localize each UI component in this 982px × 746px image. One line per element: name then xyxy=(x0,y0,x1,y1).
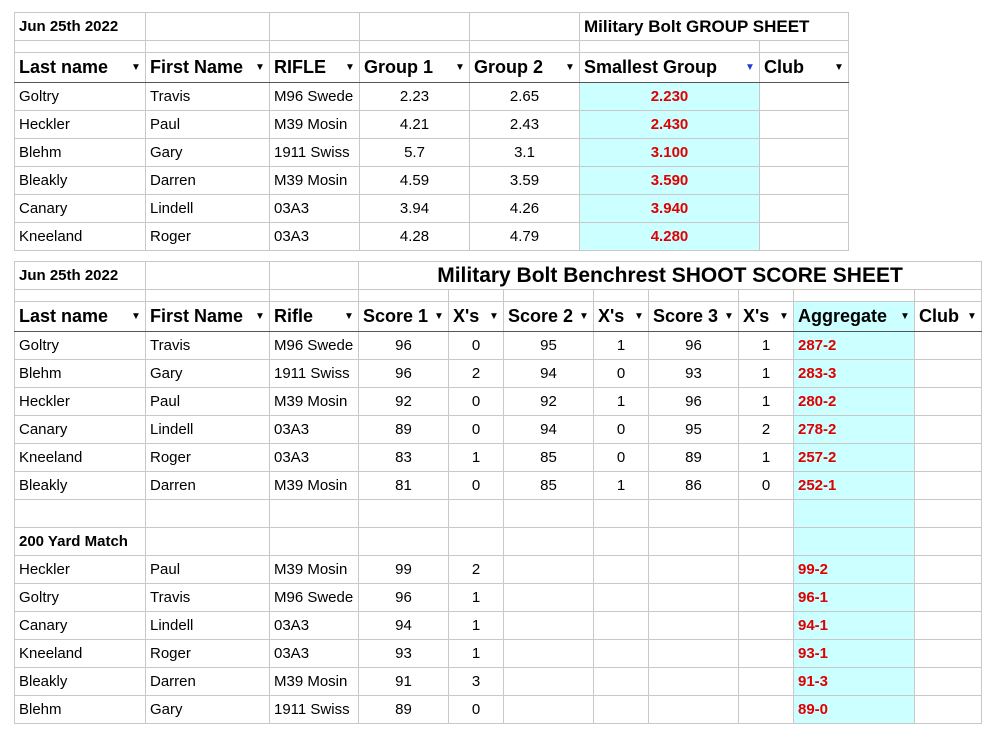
table-cell xyxy=(794,528,915,556)
table-cell: 91 xyxy=(359,668,449,696)
table-cell: Paul xyxy=(146,556,270,584)
table-cell: Kneeland xyxy=(15,444,146,472)
column-header-content xyxy=(598,306,644,327)
table-row xyxy=(15,668,982,696)
table-row xyxy=(15,83,849,111)
table-cell xyxy=(359,500,449,528)
table-row xyxy=(15,444,982,472)
blank-row xyxy=(15,500,982,528)
score-sheet-date: Jun 25th 2022 xyxy=(15,262,146,290)
table-cell: 4.79 xyxy=(470,223,580,251)
table-cell: 3.590 xyxy=(580,167,760,195)
column-header xyxy=(470,53,580,83)
table-cell: Travis xyxy=(146,83,270,111)
table-cell xyxy=(739,528,794,556)
table-cell: 2 xyxy=(449,556,504,584)
table-cell: 3.1 xyxy=(470,139,580,167)
table-row xyxy=(15,696,982,724)
table-cell: 92 xyxy=(504,388,594,416)
table-cell: 0 xyxy=(594,360,649,388)
table-cell: 81 xyxy=(359,472,449,500)
table-cell xyxy=(504,668,594,696)
column-header-label: Score 3 xyxy=(653,306,719,326)
table-cell: 85 xyxy=(504,444,594,472)
table-cell: 1 xyxy=(449,612,504,640)
table-cell: Blehm xyxy=(15,696,146,724)
column-header-content xyxy=(364,57,465,78)
table-cell xyxy=(649,556,739,584)
table-cell: 1 xyxy=(449,444,504,472)
table-cell: 99-2 xyxy=(794,556,915,584)
table-cell: Kneeland xyxy=(15,640,146,668)
table-cell: 1911 Swiss xyxy=(270,360,359,388)
column-header-label: Club xyxy=(764,57,804,77)
table-cell: 96-1 xyxy=(794,584,915,612)
table-row xyxy=(15,556,982,584)
column-header-content xyxy=(474,57,575,78)
table-cell: 85 xyxy=(504,472,594,500)
table-cell: 3 xyxy=(449,668,504,696)
table-cell: Goltry xyxy=(15,332,146,360)
table-row xyxy=(15,584,982,612)
table-cell: 1911 Swiss xyxy=(270,696,359,724)
table-cell xyxy=(739,556,794,584)
filter-dropdown-icon[interactable]: ▼ xyxy=(745,62,755,73)
column-header-content xyxy=(919,306,977,327)
column-header-content xyxy=(764,57,844,78)
group-sheet-title: Military Bolt GROUP SHEET xyxy=(580,13,849,41)
column-header-content xyxy=(653,306,734,327)
table-cell xyxy=(649,500,739,528)
column-header-content xyxy=(150,57,265,78)
table-cell xyxy=(649,640,739,668)
column-header-label: Score 1 xyxy=(363,306,429,326)
table-cell xyxy=(915,668,982,696)
column-header-content xyxy=(798,306,910,327)
table-cell: 1 xyxy=(739,332,794,360)
filter-dropdown-icon[interactable]: ▼ xyxy=(131,62,141,73)
column-header xyxy=(360,53,470,83)
filter-dropdown-icon[interactable]: ▼ xyxy=(255,62,265,73)
table-cell: Travis xyxy=(146,584,270,612)
score-sheet-header-row xyxy=(15,302,982,332)
group-sheet-date: Jun 25th 2022 xyxy=(15,13,146,41)
table-cell: 5.7 xyxy=(360,139,470,167)
table-cell xyxy=(739,584,794,612)
column-header-label: Last name xyxy=(19,57,109,77)
table-cell: 89-0 xyxy=(794,696,915,724)
table-cell xyxy=(760,167,849,195)
filter-dropdown-icon[interactable]: ▼ xyxy=(345,62,355,73)
table-row xyxy=(15,416,982,444)
table-cell: 0 xyxy=(449,388,504,416)
column-header xyxy=(504,302,594,332)
table-cell: 91-3 xyxy=(794,668,915,696)
table-cell: Kneeland xyxy=(15,223,146,251)
table-cell: Roger xyxy=(146,223,270,251)
table-cell: 2.65 xyxy=(470,83,580,111)
column-header-label: X's xyxy=(453,306,480,326)
table-cell xyxy=(915,332,982,360)
table-cell xyxy=(915,696,982,724)
table-cell: Lindell xyxy=(146,195,270,223)
table-cell: 95 xyxy=(504,332,594,360)
table-cell: Roger xyxy=(146,640,270,668)
table-cell: M96 Swede xyxy=(270,83,360,111)
table-cell: 278-2 xyxy=(794,416,915,444)
column-header-label: Group 2 xyxy=(474,57,544,77)
table-cell: M39 Mosin xyxy=(270,388,359,416)
table-cell xyxy=(739,696,794,724)
table-cell xyxy=(594,584,649,612)
table-row xyxy=(15,223,849,251)
table-cell: 4.21 xyxy=(360,111,470,139)
table-cell: 96 xyxy=(649,388,739,416)
filter-dropdown-icon[interactable]: ▼ xyxy=(131,311,141,322)
table-cell: 93-1 xyxy=(794,640,915,668)
table-cell: 2 xyxy=(739,416,794,444)
table-cell: Goltry xyxy=(15,83,146,111)
filter-dropdown-icon[interactable]: ▼ xyxy=(724,311,734,322)
table-cell xyxy=(594,668,649,696)
table-cell: Bleakly xyxy=(15,668,146,696)
column-header-label: Club xyxy=(919,306,959,326)
table-cell xyxy=(594,528,649,556)
table-row xyxy=(15,111,849,139)
column-header xyxy=(146,302,270,332)
table-row xyxy=(15,167,849,195)
table-cell: Paul xyxy=(146,111,270,139)
table-cell: Gary xyxy=(146,360,270,388)
column-header-label: First Name xyxy=(150,306,244,326)
table-cell: Gary xyxy=(146,696,270,724)
table-cell: 96 xyxy=(649,332,739,360)
table-cell: 3.94 xyxy=(360,195,470,223)
table-cell xyxy=(915,640,982,668)
table-cell: 4.280 xyxy=(580,223,760,251)
table-cell: 94 xyxy=(504,360,594,388)
filter-dropdown-icon[interactable]: ▼ xyxy=(834,62,844,73)
table-cell xyxy=(504,584,594,612)
table-cell: 1911 Swiss xyxy=(270,139,360,167)
table-cell: Canary xyxy=(15,195,146,223)
column-header-label: Score 2 xyxy=(508,306,574,326)
column-header xyxy=(15,53,146,83)
filter-dropdown-icon[interactable]: ▼ xyxy=(565,62,575,73)
table-cell: 2 xyxy=(449,360,504,388)
column-header xyxy=(449,302,504,332)
table-cell: 1 xyxy=(739,360,794,388)
table-cell xyxy=(449,528,504,556)
table-cell: 83 xyxy=(359,444,449,472)
column-header xyxy=(270,302,359,332)
column-header-content xyxy=(19,57,141,78)
table-cell: 1 xyxy=(594,472,649,500)
table-cell: 0 xyxy=(449,696,504,724)
table-cell xyxy=(915,444,982,472)
table-cell xyxy=(760,83,849,111)
table-cell: 99 xyxy=(359,556,449,584)
score-sheet-table xyxy=(14,261,982,724)
table-cell: Blehm xyxy=(15,360,146,388)
table-cell xyxy=(760,111,849,139)
table-cell: 252-1 xyxy=(794,472,915,500)
table-cell xyxy=(504,612,594,640)
table-cell: 4.26 xyxy=(470,195,580,223)
table-cell xyxy=(739,640,794,668)
table-cell xyxy=(594,612,649,640)
table-cell xyxy=(504,528,594,556)
match-200-label-row xyxy=(15,528,982,556)
table-cell: M96 Swede xyxy=(270,584,359,612)
table-cell: 1 xyxy=(594,332,649,360)
column-header-content xyxy=(743,306,789,327)
filter-dropdown-icon[interactable]: ▼ xyxy=(489,311,499,322)
column-header-content xyxy=(150,306,265,327)
table-cell: 89 xyxy=(359,696,449,724)
table-cell: M39 Mosin xyxy=(270,556,359,584)
filter-dropdown-icon[interactable]: ▼ xyxy=(255,311,265,322)
table-cell: 93 xyxy=(359,640,449,668)
column-header xyxy=(359,302,449,332)
table-cell xyxy=(915,388,982,416)
table-row xyxy=(15,139,849,167)
filter-dropdown-icon[interactable]: ▼ xyxy=(967,311,977,322)
table-cell: 96 xyxy=(359,360,449,388)
table-cell: 0 xyxy=(449,332,504,360)
table-cell xyxy=(649,528,739,556)
table-cell: Darren xyxy=(146,472,270,500)
column-header xyxy=(594,302,649,332)
column-header-content xyxy=(274,57,355,78)
table-cell: 3.940 xyxy=(580,195,760,223)
table-cell: 1 xyxy=(739,388,794,416)
table-cell: 92 xyxy=(359,388,449,416)
table-cell: M96 Swede xyxy=(270,332,359,360)
table-row xyxy=(15,332,982,360)
table-cell xyxy=(270,500,359,528)
table-cell: 0 xyxy=(449,472,504,500)
table-cell: 2.23 xyxy=(360,83,470,111)
column-header xyxy=(146,53,270,83)
table-cell xyxy=(915,360,982,388)
column-header xyxy=(915,302,982,332)
table-cell xyxy=(739,668,794,696)
table-cell: 03A3 xyxy=(270,195,360,223)
table-cell xyxy=(270,528,359,556)
column-header-label: RIFLE xyxy=(274,57,326,77)
table-row xyxy=(15,640,982,668)
match-200-label: 200 Yard Match xyxy=(15,528,146,556)
table-cell: 95 xyxy=(649,416,739,444)
table-cell xyxy=(146,500,270,528)
table-cell: M39 Mosin xyxy=(270,472,359,500)
table-cell: Canary xyxy=(15,612,146,640)
table-cell xyxy=(915,472,982,500)
table-cell: 94-1 xyxy=(794,612,915,640)
filter-dropdown-icon[interactable]: ▼ xyxy=(779,311,789,322)
table-cell xyxy=(594,556,649,584)
column-header-content xyxy=(508,306,589,327)
table-cell: 2.430 xyxy=(580,111,760,139)
score-sheet-title: Military Bolt Benchrest SHOOT SCORE SHEET xyxy=(359,262,982,290)
table-cell: Roger xyxy=(146,444,270,472)
column-header-label: Smallest Group xyxy=(584,57,718,77)
column-header-content xyxy=(584,57,755,78)
table-cell: Darren xyxy=(146,668,270,696)
table-cell: Lindell xyxy=(146,612,270,640)
column-header-label: First Name xyxy=(150,57,244,77)
table-cell: M39 Mosin xyxy=(270,668,359,696)
table-cell: 03A3 xyxy=(270,640,359,668)
table-cell xyxy=(915,528,982,556)
table-cell: Bleakly xyxy=(15,472,146,500)
table-cell: 0 xyxy=(594,444,649,472)
filter-dropdown-icon[interactable]: ▼ xyxy=(344,311,354,322)
table-cell xyxy=(594,640,649,668)
table-cell: Darren xyxy=(146,167,270,195)
table-cell: 0 xyxy=(594,416,649,444)
table-cell: Gary xyxy=(146,139,270,167)
table-cell: 89 xyxy=(359,416,449,444)
table-cell xyxy=(146,528,270,556)
table-row xyxy=(15,612,982,640)
table-cell: 96 xyxy=(359,584,449,612)
filter-dropdown-icon[interactable]: ▼ xyxy=(900,311,910,322)
table-cell: 94 xyxy=(504,416,594,444)
table-cell xyxy=(760,195,849,223)
column-header-content xyxy=(363,306,444,327)
table-cell: 89 xyxy=(649,444,739,472)
column-header-label: Aggregate xyxy=(798,306,888,326)
table-cell: 4.59 xyxy=(360,167,470,195)
table-cell xyxy=(594,696,649,724)
table-cell xyxy=(649,696,739,724)
table-cell: 03A3 xyxy=(270,223,360,251)
column-header-label: X's xyxy=(598,306,625,326)
table-cell xyxy=(739,612,794,640)
table-cell: M39 Mosin xyxy=(270,111,360,139)
table-cell: 1 xyxy=(594,388,649,416)
table-cell: Canary xyxy=(15,416,146,444)
table-cell xyxy=(359,528,449,556)
filter-dropdown-icon[interactable]: ▼ xyxy=(634,311,644,322)
table-cell xyxy=(739,500,794,528)
group-sheet-header-row xyxy=(15,53,849,83)
table-cell: Travis xyxy=(146,332,270,360)
table-cell: 1 xyxy=(449,640,504,668)
column-header-content xyxy=(274,306,354,327)
filter-dropdown-icon[interactable]: ▼ xyxy=(579,311,589,322)
filter-dropdown-icon[interactable]: ▼ xyxy=(455,62,465,73)
table-cell: 94 xyxy=(359,612,449,640)
column-header xyxy=(649,302,739,332)
table-cell: 86 xyxy=(649,472,739,500)
column-header xyxy=(739,302,794,332)
table-cell: Lindell xyxy=(146,416,270,444)
column-header-label: Last name xyxy=(19,306,109,326)
table-cell xyxy=(760,223,849,251)
table-cell xyxy=(504,640,594,668)
table-cell: 257-2 xyxy=(794,444,915,472)
table-cell: 280-2 xyxy=(794,388,915,416)
table-cell: Heckler xyxy=(15,556,146,584)
table-cell xyxy=(649,668,739,696)
column-header-content xyxy=(19,306,141,327)
table-cell: M39 Mosin xyxy=(270,167,360,195)
table-cell: Blehm xyxy=(15,139,146,167)
table-row xyxy=(15,360,982,388)
table-cell: 1 xyxy=(739,444,794,472)
column-header xyxy=(270,53,360,83)
table-cell xyxy=(504,696,594,724)
table-cell xyxy=(915,500,982,528)
column-header xyxy=(580,53,760,83)
table-cell: 03A3 xyxy=(270,416,359,444)
table-cell xyxy=(649,612,739,640)
table-cell: 96 xyxy=(359,332,449,360)
table-cell xyxy=(915,416,982,444)
column-header xyxy=(760,53,849,83)
table-cell: 283-3 xyxy=(794,360,915,388)
table-cell: 0 xyxy=(739,472,794,500)
table-cell: Heckler xyxy=(15,111,146,139)
table-row xyxy=(15,388,982,416)
table-cell xyxy=(760,139,849,167)
table-cell xyxy=(504,556,594,584)
table-cell: Goltry xyxy=(15,584,146,612)
table-cell: 3.100 xyxy=(580,139,760,167)
column-header xyxy=(794,302,915,332)
table-cell: Heckler xyxy=(15,388,146,416)
table-row xyxy=(15,195,849,223)
table-cell xyxy=(504,500,594,528)
table-cell xyxy=(915,584,982,612)
table-cell: Bleakly xyxy=(15,167,146,195)
table-cell: 03A3 xyxy=(270,444,359,472)
table-cell xyxy=(15,500,146,528)
table-row xyxy=(15,472,982,500)
table-cell: 0 xyxy=(449,416,504,444)
column-header-label: Rifle xyxy=(274,306,314,326)
table-cell: 2.43 xyxy=(470,111,580,139)
table-cell: 1 xyxy=(449,584,504,612)
table-cell: 4.28 xyxy=(360,223,470,251)
table-cell: 287-2 xyxy=(794,332,915,360)
group-sheet-table xyxy=(14,12,849,251)
table-cell: Paul xyxy=(146,388,270,416)
column-header-label: Group 1 xyxy=(364,57,434,77)
table-cell xyxy=(794,500,915,528)
table-cell xyxy=(649,584,739,612)
column-header xyxy=(15,302,146,332)
table-cell xyxy=(449,500,504,528)
table-cell: 93 xyxy=(649,360,739,388)
table-cell xyxy=(915,612,982,640)
column-header-label: X's xyxy=(743,306,770,326)
table-cell xyxy=(594,500,649,528)
table-cell xyxy=(915,556,982,584)
column-header-content xyxy=(453,306,499,327)
table-cell: 2.230 xyxy=(580,83,760,111)
table-cell: 3.59 xyxy=(470,167,580,195)
table-cell: 03A3 xyxy=(270,612,359,640)
filter-dropdown-icon[interactable]: ▼ xyxy=(434,311,444,322)
